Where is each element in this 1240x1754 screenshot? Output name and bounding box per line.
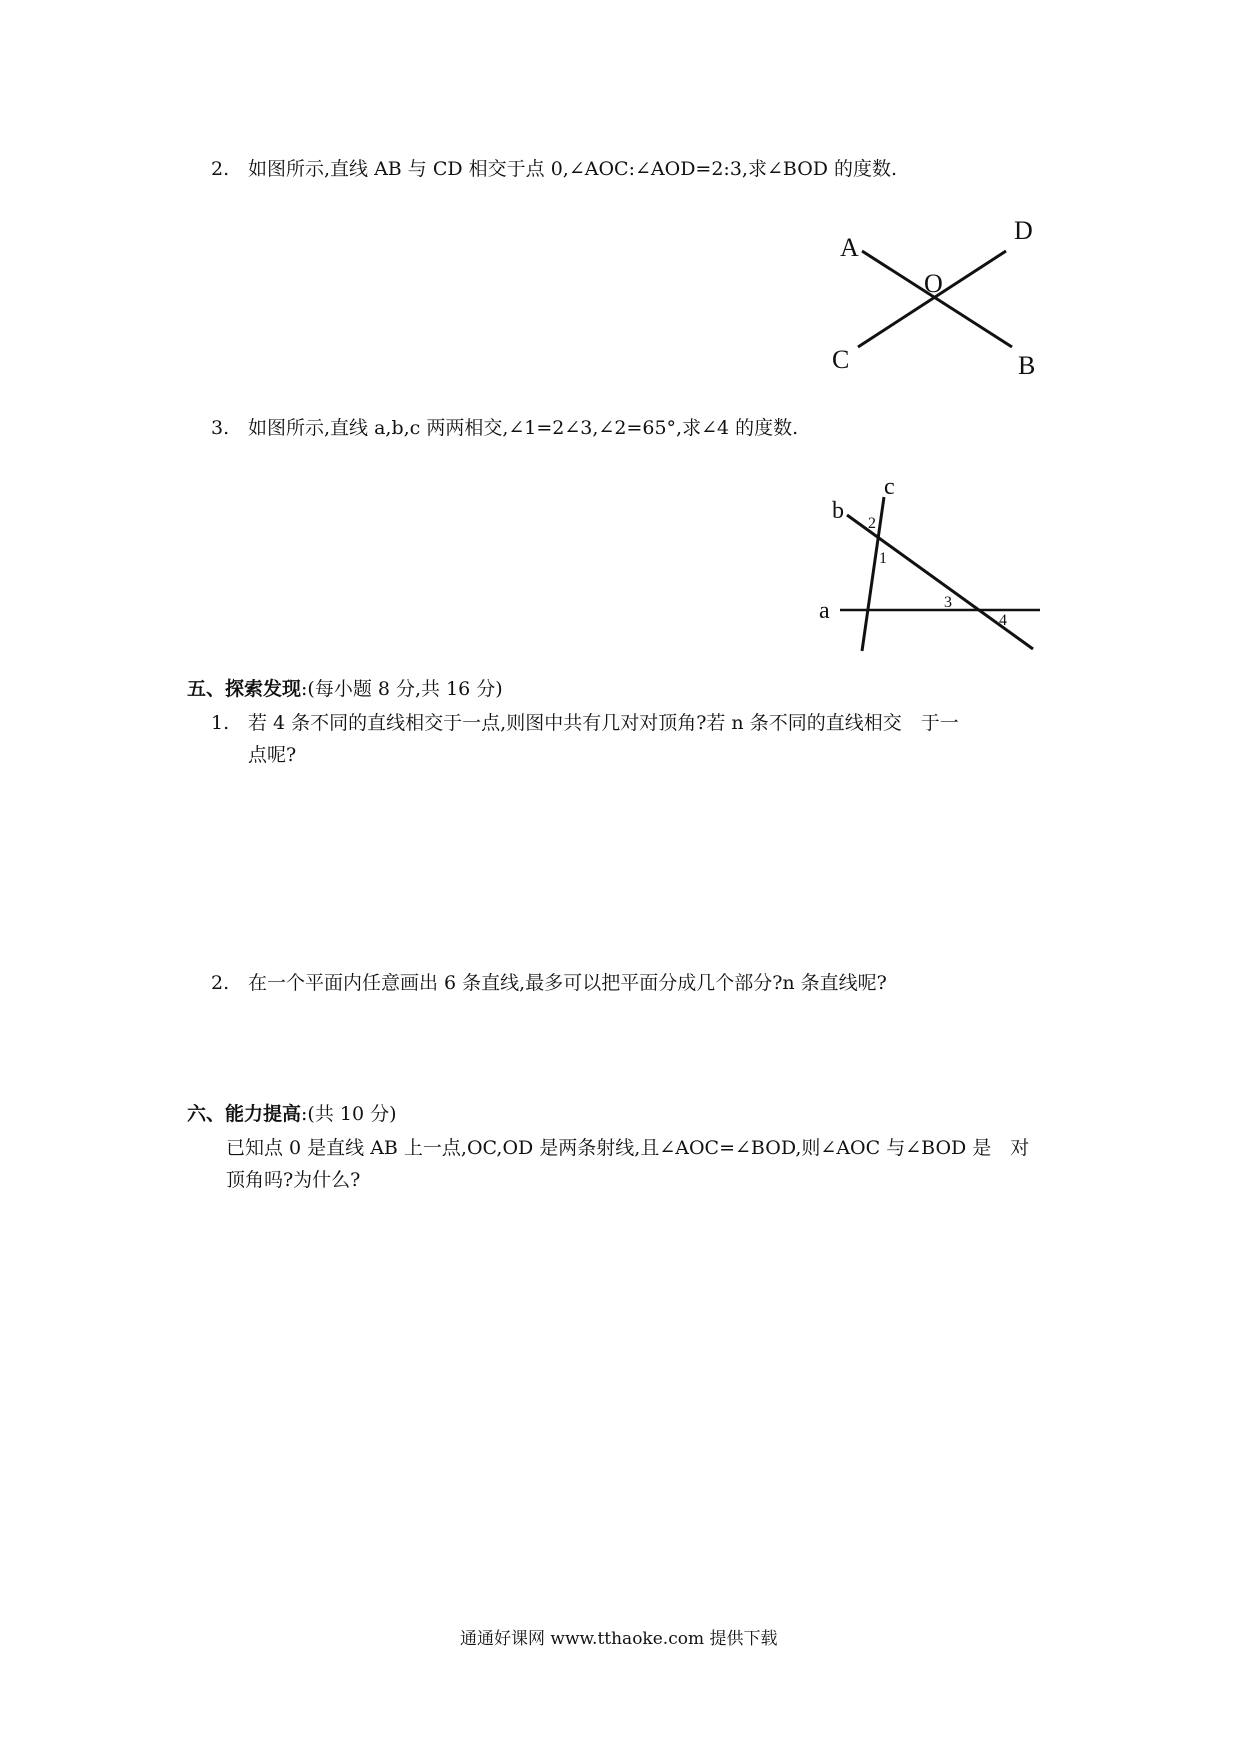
question-3-text: 如图所示,直线 a,b,c 两两相交,∠1=2∠3,∠2=65°,求∠4 的度数. — [248, 417, 799, 439]
label-angle-2: 2 — [868, 515, 876, 532]
section-5-question-1-number: 1. — [211, 712, 230, 734]
label-angle-1: 1 — [879, 550, 887, 567]
label-angle-3: 3 — [944, 594, 952, 611]
line-cd — [858, 251, 1006, 347]
label-b: B — [1018, 351, 1036, 380]
page-footer: 通通好课网 www.tthaoke.com 提供下载 — [460, 1629, 778, 1649]
question-2-text: 如图所示,直线 AB 与 CD 相交于点 0,∠AOC:∠AOD=2:3,求∠BOD 的度数. — [248, 158, 898, 180]
label-a: A — [840, 233, 859, 262]
label-line-a: a — [819, 598, 830, 624]
section-6-line-1: 已知点 0 是直线 AB 上一点,OC,OD 是两条射线,且∠AOC=∠BOD,则∠AOC 与∠BOD 是 对 — [226, 1137, 1030, 1159]
section-5-question-2-number: 2. — [211, 972, 230, 994]
section-6-line-2: 顶角吗?为什么? — [226, 1169, 361, 1191]
label-o: O — [924, 269, 943, 298]
question-3-number: 3. — [211, 417, 230, 439]
label-line-b: b — [832, 498, 844, 524]
label-line-c: c — [884, 474, 895, 500]
section-5-score: :(每小题 8 分,共 16 分) — [301, 678, 503, 700]
line-ab — [862, 251, 1012, 347]
section-5-heading — [187, 676, 503, 702]
section-5-question-1-line-1: 若 4 条不同的直线相交于一点,则图中共有几对对顶角?若 n 条不同的直线相交 于一 — [248, 712, 959, 734]
question-2-number: 2. — [211, 158, 230, 180]
section-6-score: :(共 10 分) — [301, 1103, 397, 1125]
section-6-title: 六、能力提高 — [187, 1103, 302, 1125]
label-c: C — [832, 345, 850, 374]
section-6-heading — [187, 1101, 397, 1127]
section-5-question-1-line-2: 点呢? — [248, 744, 297, 766]
label-d: D — [1014, 216, 1033, 245]
label-angle-4: 4 — [999, 612, 1007, 629]
section-5-question-2-line-1: 在一个平面内任意画出 6 条直线,最多可以把平面分成几个部分?n 条直线呢? — [248, 972, 887, 994]
section-5-title: 五、探索发现 — [187, 678, 302, 700]
